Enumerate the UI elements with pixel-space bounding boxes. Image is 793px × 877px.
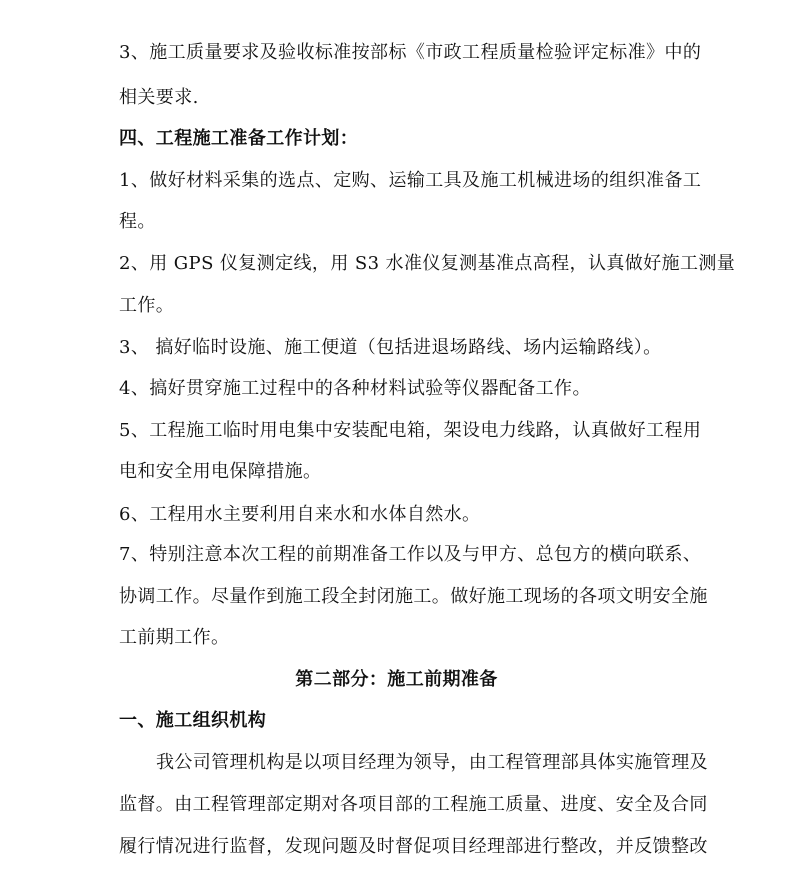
item-1-line-cont: 程。 [119,211,156,232]
item-5-line: 5、工程施工临时用电集中安装配电箱，架设电力线路，认真做好工程用 [119,420,702,441]
item-5-line-cont: 电和安全用电保障措施。 [119,461,322,482]
quality-standard-line-cont: 相关要求. [119,87,199,108]
quality-standard-line: 3、施工质量要求及验收标准按部标《市政工程质量检验评定标准》中的 [119,42,702,63]
part-two-title: 第二部分：施工前期准备 [295,669,498,690]
item-4-line: 4、搞好贯穿施工过程中的各种材料试验等仪器配备工作。 [119,378,591,399]
item-7-line: 7、特别注意本次工程的前期准备工作以及与甲方、总包方的横向联系、 [119,544,702,565]
paragraph-organization-line-2: 监督。由工程管理部定期对各项目部的工程施工质量、进度、安全及合同 [119,794,708,815]
paragraph-organization-line-1: 我公司管理机构是以项目经理为领导，由工程管理部具体实施管理及 [156,752,708,773]
section-heading-preparation-plan: 四、工程施工准备工作计划： [119,128,359,149]
item-7-line-cont-1: 协调工作。尽量作到施工段全封闭施工。做好施工现场的各项文明安全施 [119,586,708,607]
item-1-line: 1、做好材料采集的选点、定购、运输工具及施工机械进场的组织准备工 [119,170,702,191]
item-2-line: 2、用 GPS 仪复测定线，用 S3 水准仪复测基准点高程，认真做好施工测量 [119,253,736,274]
item-7-line-cont-2: 工前期工作。 [119,627,230,648]
item-6-line: 6、工程用水主要利用自来水和水体自然水。 [119,504,481,525]
section-heading-organization: 一、施工组织机构 [119,710,267,731]
item-3-line: 3、 搞好临时设施、施工便道（包括进退场路线、场内运输路线）。 [119,337,662,358]
paragraph-organization-line-3: 履行情况进行监督，发现问题及时督促项目经理部进行整改，并反馈整改 [119,836,708,857]
item-2-line-cont: 工作。 [119,295,175,316]
